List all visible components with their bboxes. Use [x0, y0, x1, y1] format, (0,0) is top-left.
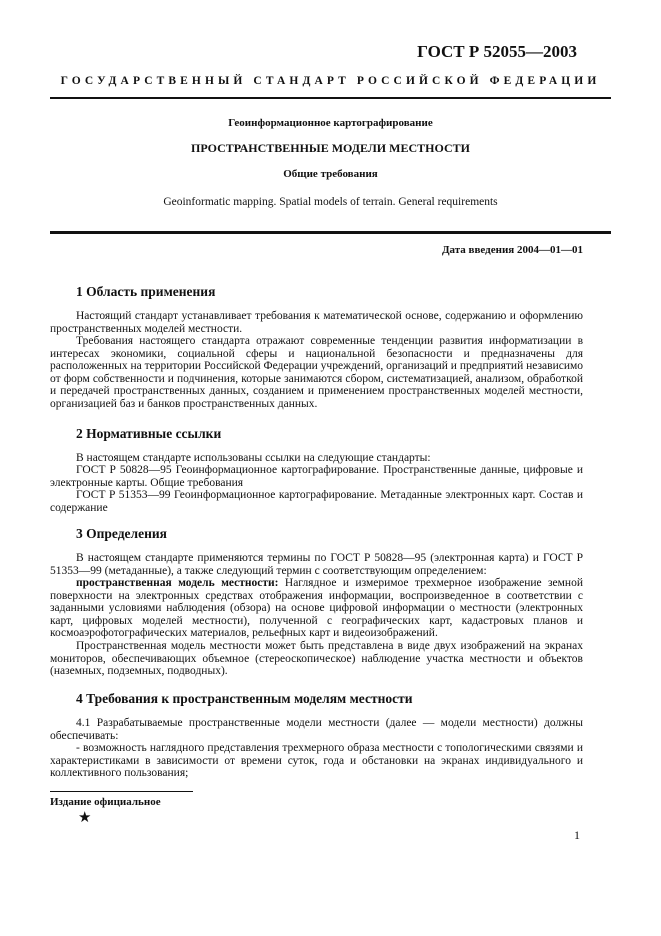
term-definition: Наглядное и измеримое трехмерное изображение земной поверхности на электронных средствах отображения информации, воспроизведенное в соответствии с заданными условиями наблюдения (обзора) на основе цифровой информации о местности (электронных карт, цифровых моделей местности), полученной с географических карт, кадастровых планов и космоаэрофотографических материалов, рельефных карт и видеоизображений.: [50, 577, 583, 639]
section-3-paragraph-3: Пространственная модель местности может быть представлена в виде двух изображений на экранах мониторов, обеспечивающих объемное (стереоскопическое) наблюдение участка местности и объектов (наземных, подземных, подводных).: [50, 640, 583, 677]
section-1-heading: 1 Область применения: [76, 284, 216, 299]
section-4-paragraph-1: 4.1 Разрабатываемые пространственные модели местности (далее — модели местности) должны обеспечивать:: [50, 717, 583, 742]
title-rule: [50, 231, 611, 234]
standard-banner: ГОСУДАРСТВЕННЫЙ СТАНДАРТ РОССИЙСКОЙ ФЕДЕРАЦИИ: [60, 75, 601, 87]
section-2-paragraph-1: В настоящем стандарте использованы ссылки на следующие стандарты:: [76, 452, 431, 464]
footer-rule: [50, 791, 193, 792]
top-rule: [50, 97, 611, 99]
document-subtitle: Общие требования: [283, 168, 378, 180]
section-2-reference-2: ГОСТ Р 51353—99 Геоинформационное картографирование. Метаданные электронных карт. Состав и содержание: [50, 489, 583, 514]
section-3-definition: [50, 577, 583, 640]
section-2-heading: 2 Нормативные ссылки: [76, 426, 222, 441]
page-number: 1: [574, 828, 580, 842]
section-1-paragraph-2: Требования настоящего стандарта отражают современные тенденции развития информатизации в интересах экономики, социальной сферы и национальной безопасности и предназначены для расположенных на территории Российской Федерации учреждений, организаций и предприятий независимо от форм собственности и подчинения, которые занимаются сбором, систематизацией, анализом, обработкой и передачей пространственных данных, созданием и применением пространственных моделей местности, организацией баз и банков пространственных данных.: [50, 335, 584, 410]
section-2-reference-1: ГОСТ Р 50828—95 Геоинформационное картографирование. Пространственные данные, цифровые и электронные карты. Общие требования: [50, 464, 583, 489]
gost-code: ГОСТ Р 52055—2003: [417, 42, 577, 61]
intro-date: Дата введения 2004—01—01: [441, 244, 583, 256]
section-3-paragraph-1: В настоящем стандарте применяются термины по ГОСТ Р 50828—95 (электронная карта) и ГОСТ Р 51353—99 (метаданные), а также следующий термин с соответствующим определением:: [50, 552, 583, 577]
star-icon: ★: [78, 810, 92, 826]
section-4-heading: 4 Требования к пространственным моделям местности: [76, 691, 413, 706]
defined-term: пространственная модель местности:: [76, 577, 279, 589]
section-3-heading: 3 Определения: [76, 526, 167, 541]
edition-label: Издание официальное: [50, 796, 161, 808]
section-4-paragraph-2: - возможность наглядного представления трехмерного образа местности с топологическими связями и характеристиками в зависимости от времени суток, года и обстановки на экранах индивидуального и коллективного пользования;: [50, 742, 583, 779]
document-title: ПРОСТРАНСТВЕННЫЕ МОДЕЛИ МЕСТНОСТИ: [191, 141, 470, 155]
category-title: Геоинформационное картографирование: [228, 117, 433, 129]
section-1-paragraph-1: Настоящий стандарт устанавливает требования к математической основе, содержанию и оформлению пространственных моделей местности.: [50, 310, 583, 335]
english-title: Geoinformatic mapping. Spatial models of terrain. General requirements: [163, 196, 498, 208]
